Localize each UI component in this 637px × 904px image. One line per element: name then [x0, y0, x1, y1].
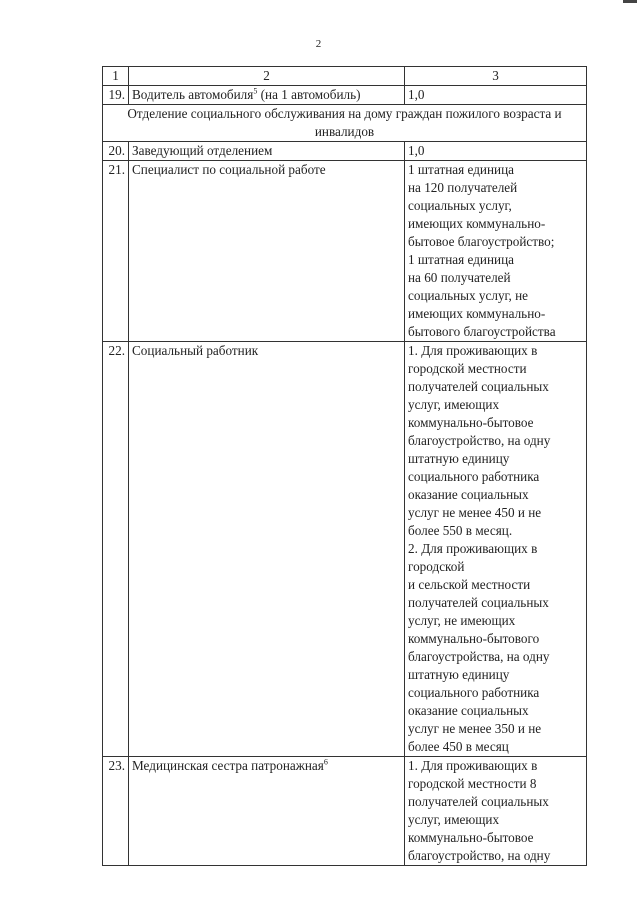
section-title: Отделение социального обслуживания на дому граждан пожилого возраста и инвалидов: [103, 105, 587, 142]
scan-corner-mark: [623, 0, 637, 3]
position-text: Водитель автомобиля: [132, 87, 254, 102]
row-number: 21.: [103, 161, 129, 342]
row-number: 22.: [103, 342, 129, 757]
row-position: Заведующий отделением: [129, 142, 405, 161]
row-norm: 1 штатная единица на 120 получателей социальных услуг, имеющих коммунально- бытовое благоустройство; 1 штатная единица на 60 получателей социальных услуг, не имеющих коммунально- бытового благоустройства: [405, 161, 587, 342]
section-row: [103, 105, 587, 142]
header-col-position: 2: [129, 67, 405, 86]
row-norm: 1,0: [405, 86, 587, 105]
header-col-number: 1: [103, 67, 129, 86]
row-number: 19.: [103, 86, 129, 105]
row-number: 20.: [103, 142, 129, 161]
table-row: [103, 342, 587, 757]
row-number: 23.: [103, 757, 129, 866]
table-row: [103, 86, 587, 105]
row-position: Социальный работник: [129, 342, 405, 757]
footnote-mark: 5: [253, 86, 258, 96]
row-norm: 1,0: [405, 142, 587, 161]
footnote-mark: 6: [323, 757, 328, 767]
row-position: Специалист по социальной работе: [129, 161, 405, 342]
staffing-table: [102, 66, 587, 866]
header-col-norm: 3: [405, 67, 587, 86]
row-norm: 1. Для проживающих в городской местности 8 получателей социальных услуг, имеющих коммунально-бытовое благоустройство, на одну: [405, 757, 587, 866]
table-row: [103, 142, 587, 161]
table-header-row: [103, 67, 587, 86]
table-row: [103, 757, 587, 866]
position-text: Медицинская сестра патронажная: [132, 758, 324, 773]
row-position: [129, 757, 405, 866]
table-row: [103, 161, 587, 342]
page-number: 2: [315, 38, 322, 50]
position-suffix: (на 1 автомобиль): [257, 87, 361, 102]
row-position: [129, 86, 405, 105]
row-norm: 1. Для проживающих в городской местности получателей социальных услуг, имеющих коммунально-бытовое благоустройство, на одну штатную единицу социального работника оказание социальных услуг не менее 450 и не более 550 в месяц. 2. Для проживающих в городской и сельской местности получателей социальных услуг, не имеющих коммунально-бытового благоустройства, на одну штатную единицу социального работника оказание социальных услуг не менее 350 и не более 450 в месяц: [405, 342, 587, 757]
